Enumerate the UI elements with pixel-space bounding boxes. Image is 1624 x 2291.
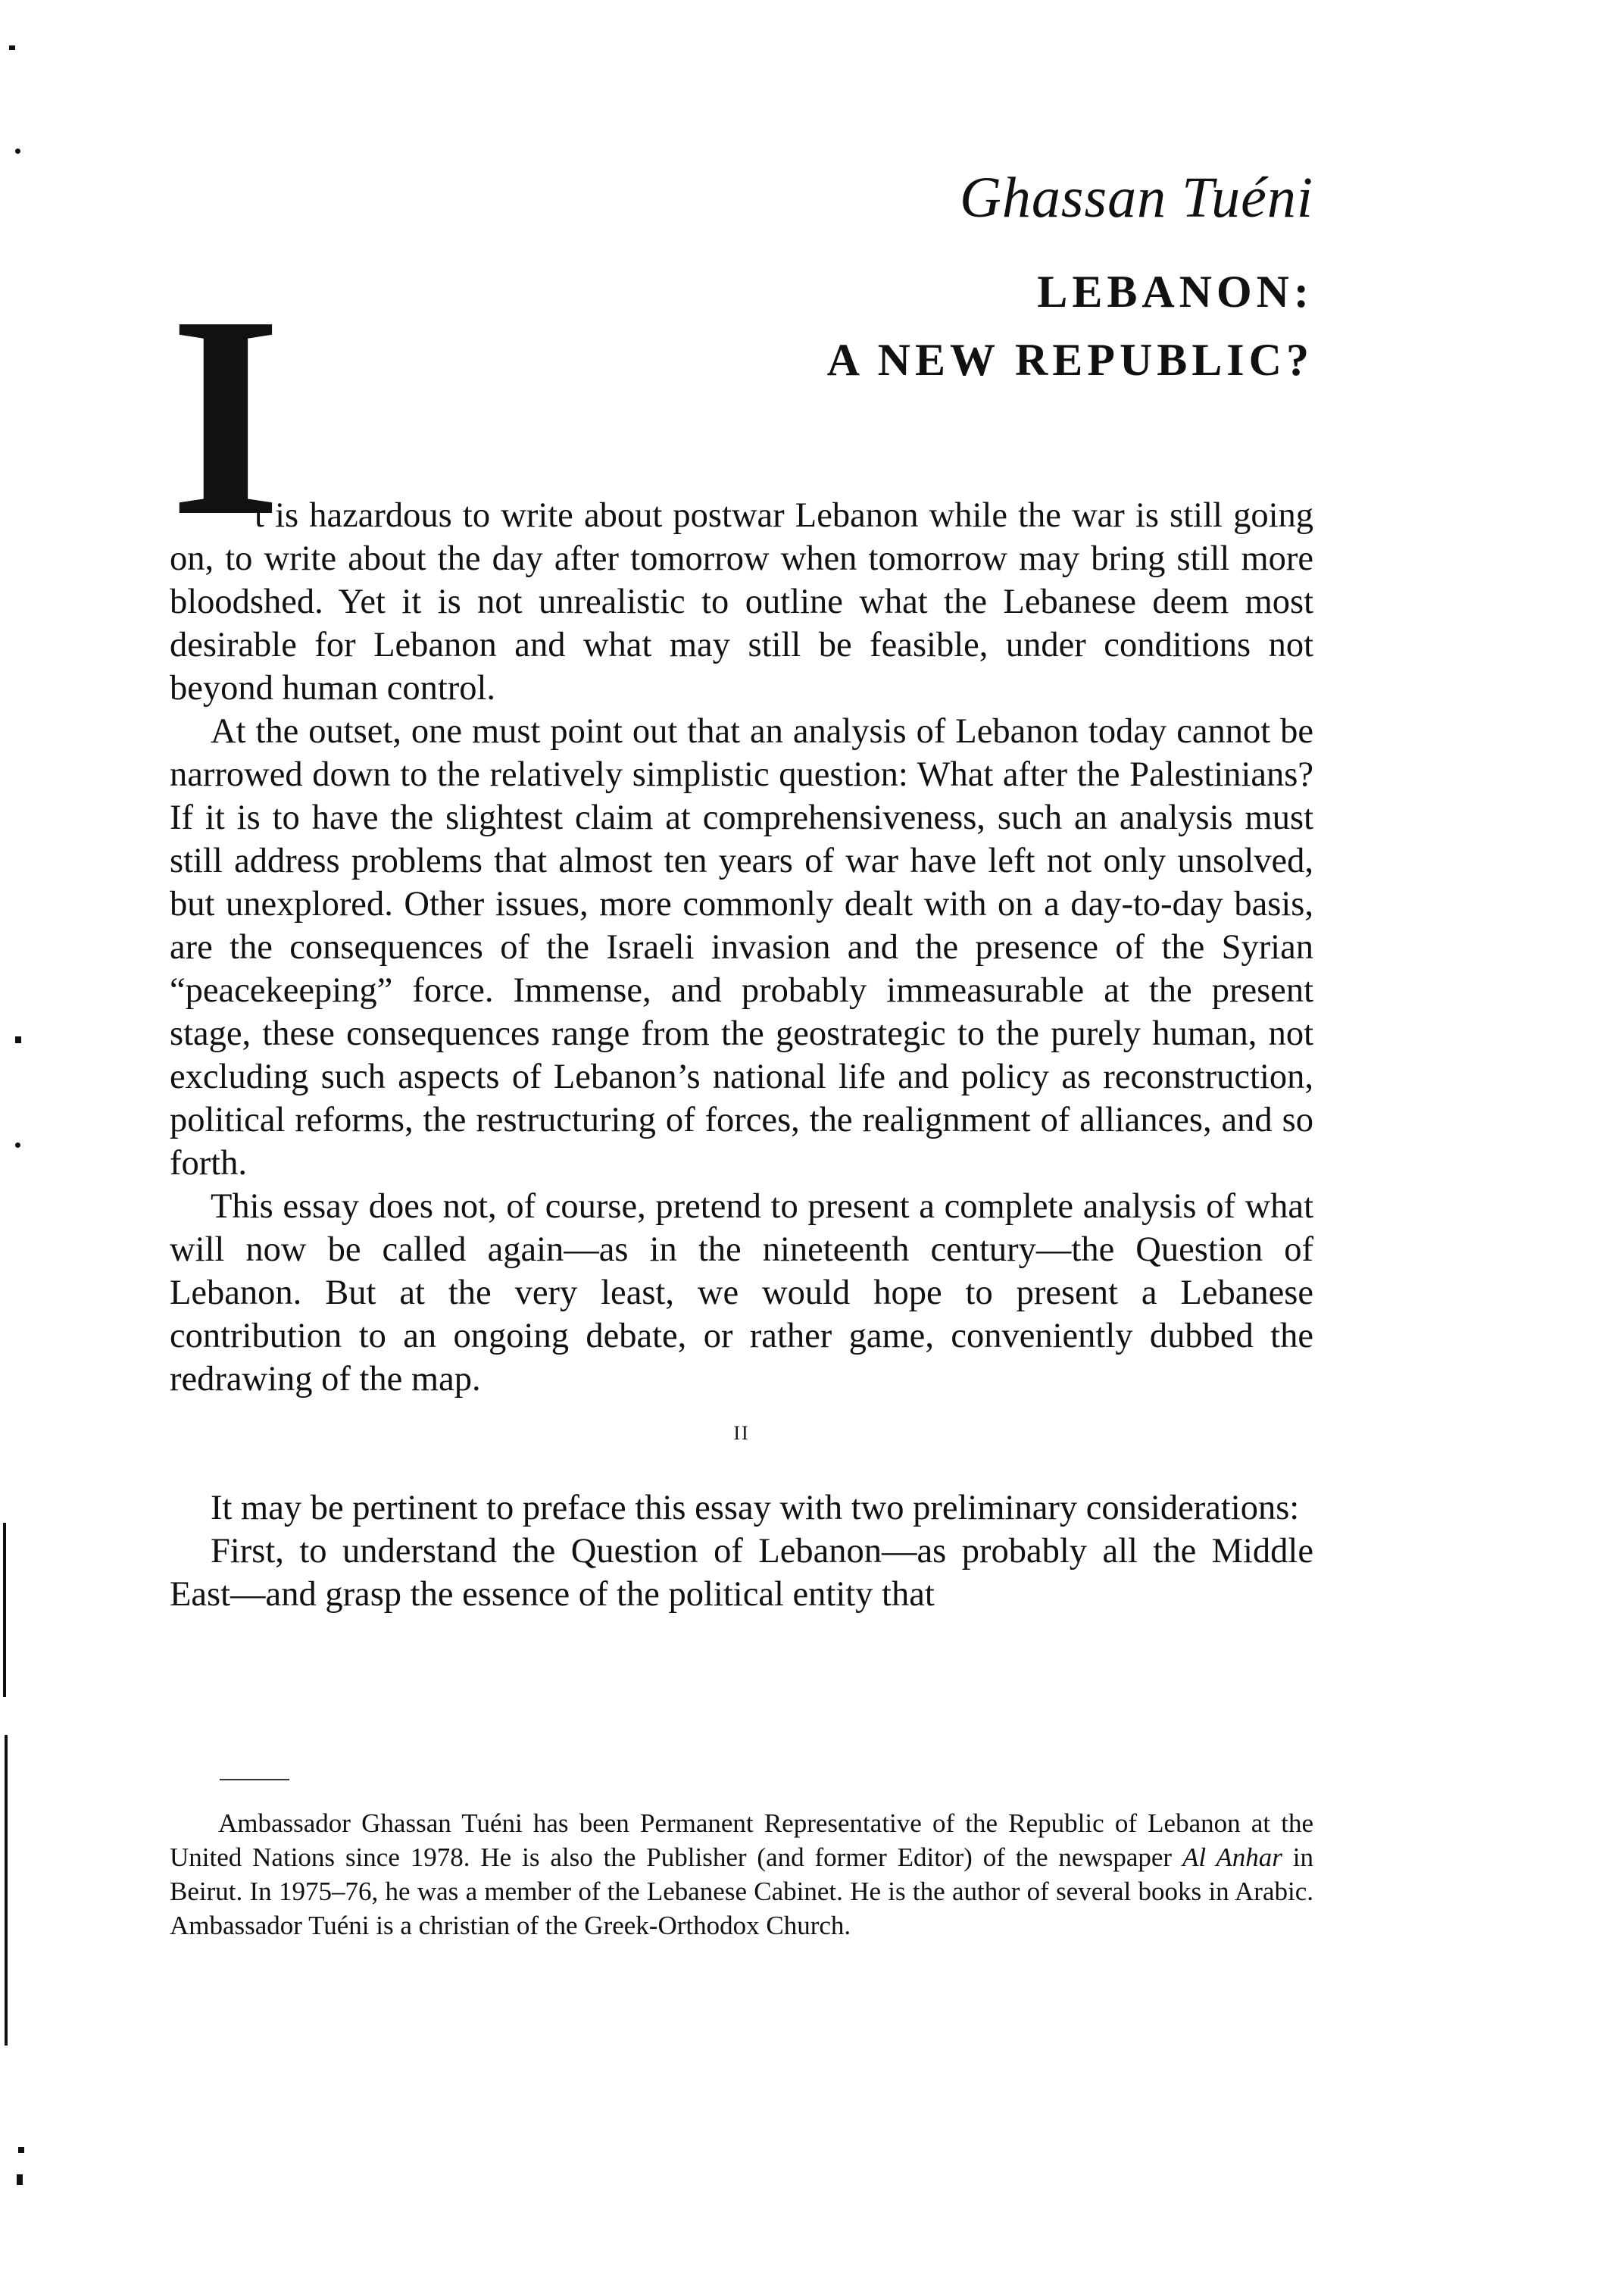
paragraph: First, to understand the Question of Lebanon—as probably all the Middle East—and grasp the essence of the political entity that xyxy=(170,1532,1313,1614)
paragraph: This essay does not, of course, pretend to present a complete analysis of what will now be called again—as in the nineteenth century—the Question of Lebanon. But at the very least, we would hope to present a Lebanese contribution to an ongoing debate, or rather game, conveniently dubbed the redrawing of the map. xyxy=(170,1187,1313,1399)
paragraph: t is hazardous to write about postwar Lebanon while the war is still going on, to write about the day after tomorrow when tomorrow may bring still more bloodshed. Yet it is not unrealistic to outline what the Lebanese deem most desirable for Lebanon and what may still be feasible, under conditions not beyond human control. xyxy=(170,496,1313,708)
footnote-text: in Beirut. In 1975–76, he was a member of the Lebanese Cabinet. He is the author of several books in Arabic. Ambassador Tuéni is a christian of the Greek-Orthodox Church. xyxy=(170,1842,1313,1940)
footnote-divider xyxy=(220,1779,289,1780)
scan-artifact xyxy=(18,2147,24,2153)
newspaper-name: Al Anhar xyxy=(1182,1842,1282,1872)
scan-artifact xyxy=(9,45,15,50)
paragraph: At the outset, one must point out that an analysis of Lebanon today cannot be narrowed down to the relatively simplistic question: What after the Palestinians? If it is to have the slightest claim at comprehensiveness, such an analysis must still address problems that almost ten years of war have left not only unsolved, but unexplored. Other issues, more commonly dealt with on a day-to-day basis, are the consequences of the Israeli invasion and the presence of the Syrian “peacekeeping” force. Immense, and probably immeasurable at the present stage, these consequences range from the geostrategic to the purely human, not excluding such aspects of Lebanon’s national life and policy as reconstruction, political reforms, the restructuring of forces, the realignment of alliances, and so forth. xyxy=(170,712,1313,1183)
scan-artifact xyxy=(15,1142,20,1148)
article-title xyxy=(827,258,1313,394)
scan-artifact xyxy=(15,1036,21,1043)
article-body xyxy=(170,494,1313,1616)
author-name: Ghassan Tuéni xyxy=(960,166,1313,230)
scan-artifact xyxy=(3,1523,6,1697)
scan-artifact xyxy=(17,2174,23,2185)
drop-cap: I xyxy=(170,257,282,576)
title-line-2: A NEW REPUBLIC? xyxy=(826,335,1313,385)
paragraph: It may be pertinent to preface this essay with two preliminary considerations: xyxy=(211,1489,1300,1527)
section-number: II xyxy=(733,1422,750,1444)
scan-artifact xyxy=(5,1735,8,2046)
author-footnote xyxy=(170,1806,1313,1943)
footnote-text: Ambassador Ghassan Tuéni has been Permanent Representative of the Republic of Lebanon at the United Nations since 1978. He is also the Publisher (and former Editor) of the newspaper xyxy=(170,1808,1313,1872)
scan-artifact xyxy=(15,148,20,154)
title-line-1: LEBANON: xyxy=(1037,267,1313,317)
